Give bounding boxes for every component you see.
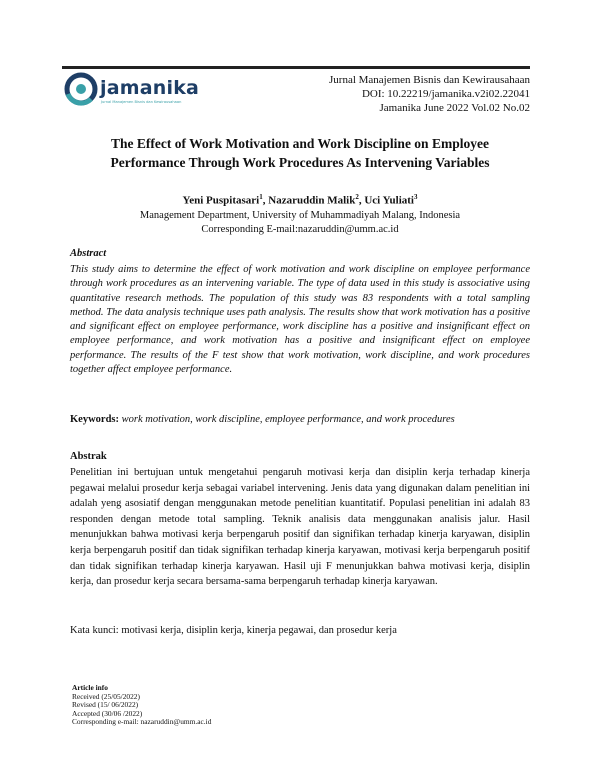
journal-doi: DOI: 10.22219/jamanika.v2i02.22041 [361,88,530,100]
abstrak-heading: Abstrak [70,451,107,462]
paper-title [80,134,520,172]
article-info [72,684,211,727]
journal-info [329,73,530,115]
author-name: Uci Yuliati [364,194,414,207]
journal-issue: Jamanika June 2022 Vol.02 No.02 [379,102,530,114]
article-corresponding-email: Corresponding e-mail: nazaruddin@umm.ac.id [72,717,212,727]
article-revised: Revised (15/ 06/2022) [72,700,139,710]
author-name: Yeni Puspitasari [182,194,260,207]
corresponding-email: Corresponding E-mail:nazaruddin@umm.ac.id [201,224,399,235]
keywords [70,414,530,425]
keywords-text: work motivation, work discipline, employee performance, and work procedures [121,414,455,425]
author-affil-mark: 3 [413,193,418,201]
paper-title-line-1: The Effect of Work Motivation and Work Discipline on Employee [111,136,489,151]
author-separator: , [358,194,365,207]
author-affil-mark: 1 [259,193,263,201]
logo-wordmark: jamanika [100,77,200,99]
logo-tagline: Jurnal Manajemen Bisnis dan Kewirausahaan [101,100,182,104]
abstract-text: This study aims to determine the effect of work motivation and work discipline on employee performance through work procedures as an intervening variable. The type of data used in this study is associative using quantitative research methods. The population of this study was 83 respondents with a total sampling method. The data analysis technique uses path analysis. The results show that work motivation has a positive and significant effect on employee performance, work discipline has a positive and insignificant effect on employee performance, and work motivation has a positive and insignificant effect on employee performance. The results of the F test show that work motivation, work discipline, and work procedures together affect employee performance. [70,264,530,376]
kata-kunci: Kata kunci: motivasi kerja, disiplin kerja, kinerja pegawai, dan prosedur kerja [70,625,397,636]
author-separator: , [262,194,269,207]
article-info-heading: Article info [72,683,108,692]
jamanika-circle-logo-icon [64,72,98,106]
author-name: Nazaruddin Malik [268,194,356,207]
author-affil-mark: 2 [355,193,359,201]
paper-title-line-2: Performance Through Work Procedures As Intervening Variables [110,155,490,170]
affiliation-block [60,209,540,237]
affiliation: Management Department, University of Muhammadiyah Malang, Indonesia [139,210,461,221]
abstract-heading: Abstract [70,248,107,259]
author-list [60,193,540,207]
keywords-label: Keywords: [70,414,119,425]
article-accepted: Accepted (30/06 /2022) [72,708,143,718]
abstrak-text: Penelitian ini bertujuan untuk mengetahui pengaruh motivasi kerja dan disiplin kerja terhadap kinerja pegawai melalui prosedur kerja sebagai variabel intervening. Jenis data yang digunakan dalam penelitian ini adalah yeng asosiatif dengan menggunakan metode penelitian kuantitatif. Populasi penelitian ini adalah 83 responden dengan metode total sampling. Teknik analisis data menggunakan analisis jalur. Hasil menunjukkan bahwa motivasi kerja berpengaruh positif dan signifikan terhadap kinerja karyawan, disiplin kerja berpengaruh positif dan tidak signifikan terhadap kinerja karyawan, motivasi kerja berpengaruh positif dan tidak signifikan terhadap kinerja karyawan. Hasil uji F menunjukkan bahwa motivasi kerja, disiplin kerja, dan prosedur kerja secara bersama-sama berpengaruh terhadap kinerja karyawan. [70,467,530,588]
header-rule [62,66,530,69]
journal-name: Jurnal Manajemen Bisnis dan Kewirausahaan [329,74,530,86]
article-received: Received (25/05/2022) [72,691,140,701]
journal-logo [64,72,214,112]
